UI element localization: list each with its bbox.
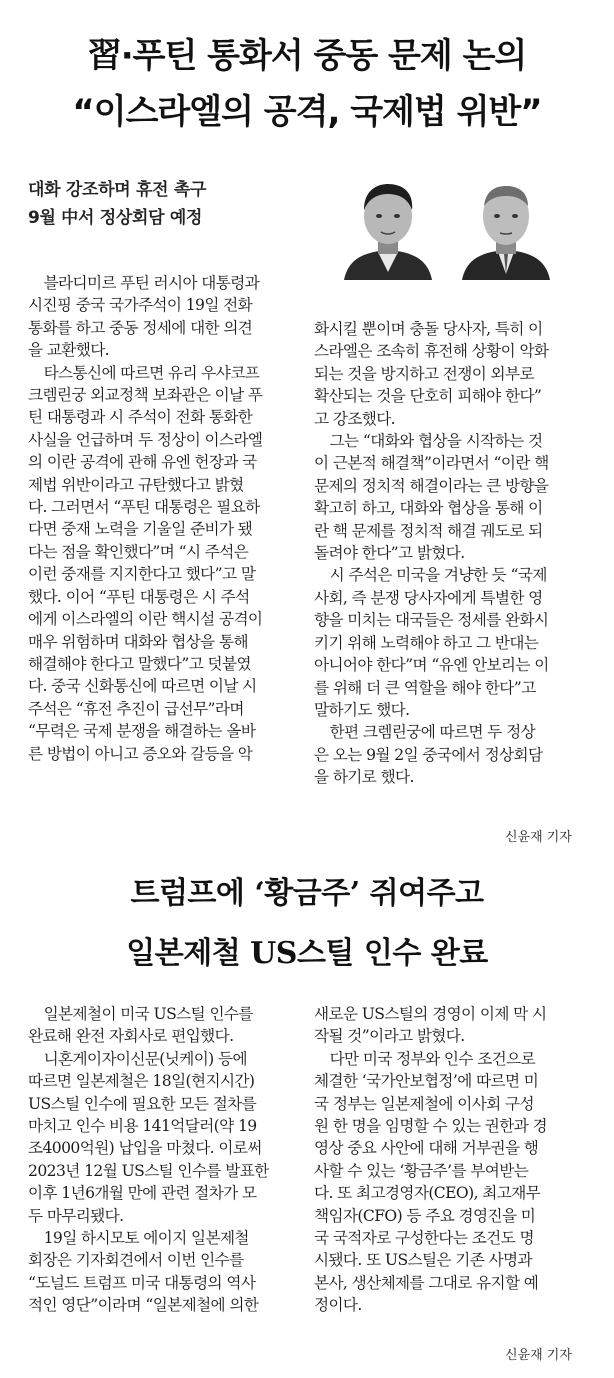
text-line: 했다. 이어 “푸틴 대통령은 시 주석 bbox=[28, 587, 250, 606]
text-line: 2023년 12월 US스틸 인수를 발표한 bbox=[28, 1161, 269, 1180]
article2-body-col2 bbox=[314, 1003, 586, 1317]
article1-headline-line2: “이스라엘의 공격, 국제법 위반” bbox=[72, 92, 542, 132]
xi-jinping-portrait bbox=[340, 176, 436, 280]
text-line: 키기 위해 노력해야 하고 그 반대는 bbox=[314, 633, 539, 652]
text-line: 체결한 ‘국가안보협정’에 따르면 미 bbox=[314, 1072, 539, 1091]
text-line: 사할 수 있는 ‘황금주’를 부여받는 bbox=[314, 1161, 529, 1180]
text-line: 해결해야 한다고 말했다”고 덧붙였 bbox=[28, 654, 251, 673]
text-line: 화시킬 뿐이며 충돌 당사자, 특히 이 bbox=[314, 320, 543, 338]
text-line: 그는 “대화와 협상을 시작하는 것 bbox=[329, 432, 543, 451]
text-line: 국 국적자로 구성한다는 조건도 명 bbox=[314, 1229, 534, 1248]
text-line: 크렘린궁 외교정책 보좌관은 이날 푸 bbox=[28, 386, 263, 405]
text-line: 확고히 하고, 대화와 협상을 통해 이 bbox=[314, 499, 543, 518]
text-line: 다. 중국 신화통신에 따르면 이날 시 bbox=[28, 677, 257, 696]
article2-body-col1 bbox=[28, 1003, 300, 1317]
text-line: 문제의 정치적 해결이라는 큰 방향을 bbox=[314, 476, 549, 495]
article1-subhead-2: 9월 中서 정상회담 예정 bbox=[28, 208, 203, 228]
article2-headline-line2: 일본제철 US스틸 인수 완료 bbox=[126, 936, 488, 971]
text-line: 일본제철이 미국 US스틸 인수를 bbox=[43, 1005, 253, 1023]
text-line: 란 핵 문제를 정치적 해결 궤도로 되 bbox=[314, 521, 543, 540]
text-line: US스틸 인수에 필요한 모든 절차를 bbox=[28, 1094, 257, 1113]
text-line: 이 근본적 해결책”이라면서 “이란 핵 bbox=[314, 454, 549, 473]
text-line: 원 한 명을 임명할 수 있는 권한과 경 bbox=[314, 1117, 547, 1136]
text-line: 스라엘은 조속히 휴전해 상황이 악화 bbox=[314, 342, 549, 361]
article1-byline: 신윤재 기자 bbox=[505, 830, 572, 845]
text-line: 시 주석은 미국을 겨냥한 듯 “국제 bbox=[329, 566, 547, 585]
text-line: 아니어야 한다”며 “유엔 안보리는 이 bbox=[314, 656, 549, 675]
article2-byline: 신윤재 기자 bbox=[505, 1348, 572, 1363]
text-line: 시됐다. 또 US스틸은 기존 사명과 bbox=[314, 1251, 532, 1270]
article1-headline-line1: 習·푸틴 통화서 중동 문제 논의 bbox=[87, 36, 527, 76]
text-line: 고 강조했다. bbox=[314, 409, 396, 428]
text-line: 국 정부는 일본제철에 이사회 구성 bbox=[314, 1094, 534, 1113]
text-line: 을 하기로 했다. bbox=[314, 768, 414, 787]
article1-subheads bbox=[28, 176, 206, 232]
article2-headline-line1: 트럼프에 ‘황금주’ 쥐여주고 bbox=[130, 876, 484, 911]
text-line: 은 오는 9월 2일 중국에서 정상회담 bbox=[314, 745, 543, 764]
text-line: 른 방법이 아니고 증오와 갈등을 악 bbox=[28, 744, 253, 763]
text-line: 사회, 즉 분쟁 당사자에게 특별한 영 bbox=[314, 588, 543, 607]
text-line: 두 마무리됐다. bbox=[28, 1206, 124, 1225]
text-line: 니혼게이자이신문(닛케이) 등에 bbox=[43, 1049, 247, 1068]
text-line: 다. 그러면서 “푸틴 대통령은 필요하 bbox=[28, 498, 260, 517]
text-line: 본사, 생산체제를 그대로 유지할 예 bbox=[314, 1273, 539, 1292]
text-line: 의 이란 공격에 관해 유엔 헌장과 국 bbox=[28, 453, 257, 472]
text-line: 회장은 기자회견에서 이번 인수를 bbox=[28, 1251, 244, 1270]
text-line: 이런 중재를 지지한다고 했다”고 말 bbox=[28, 565, 256, 584]
text-line: 다면 중재 노력을 기울일 준비가 됐 bbox=[28, 520, 253, 539]
text-line: “도널드 트럼프 미국 대통령의 역사 bbox=[28, 1273, 256, 1292]
text-line: 다만 미국 정부와 인수 조건으로 bbox=[329, 1049, 536, 1068]
text-line: 타스통신에 따르면 유리 우샤코프 bbox=[43, 363, 260, 382]
text-line: 따르면 일본제철은 18일(현지시간) bbox=[28, 1072, 255, 1091]
text-line: 새로운 US스틸의 경영이 이제 막 시 bbox=[314, 1005, 547, 1023]
text-line: 제법 위반이라고 규탄했다고 밝혔 bbox=[28, 475, 244, 494]
text-line: 말하기도 했다. bbox=[314, 700, 410, 719]
text-line: 되는 것을 방지하고 전쟁이 외부로 bbox=[314, 364, 534, 383]
article1-subhead-1: 대화 강조하며 휴전 촉구 bbox=[28, 180, 207, 200]
text-line: 를 위해 더 큰 역할을 해야 한다”고 bbox=[314, 678, 536, 697]
text-line: 에게 이스라엘의 이란 핵시설 공격이 bbox=[28, 610, 263, 629]
text-line: 사실을 언급하며 두 정상이 이스라엘 bbox=[28, 430, 263, 449]
article1-body-col2 bbox=[314, 318, 586, 789]
text-line: 한편 크렘린궁에 따르면 두 정상 bbox=[329, 723, 536, 742]
text-line: 완료해 완전 자회사로 편입했다. bbox=[28, 1027, 234, 1046]
text-line: 을 교환했다. bbox=[28, 341, 110, 360]
text-line: 19일 하시모토 에이지 일본제철 bbox=[43, 1229, 249, 1248]
text-line: 돌려야 한다”고 밝혔다. bbox=[314, 544, 465, 563]
text-line: 주석은 “휴전 추진이 급선무”라며 bbox=[28, 699, 244, 718]
text-line: 확산되는 것을 단호히 피해야 한다” bbox=[314, 387, 542, 406]
text-line: “무력은 국제 분쟁을 해결하는 올바 bbox=[28, 722, 256, 741]
text-line: 이후 1년6개월 만에 관련 절차가 모 bbox=[28, 1184, 257, 1203]
text-line: 마치고 인수 비용 141억달러(약 19 bbox=[28, 1117, 257, 1136]
text-line: 틴 대통령과 시 주석이 전화 통화한 bbox=[28, 408, 253, 427]
text-line: 책임자(CFO) 등 주요 경영진을 미 bbox=[314, 1206, 536, 1225]
text-line: 다. 또 최고경영자(CEO), 최고재무 bbox=[314, 1184, 541, 1203]
text-line: 다는 점을 확인했다”며 “시 주석은 bbox=[28, 542, 249, 561]
text-line: 정이다. bbox=[314, 1296, 362, 1315]
putin-portrait bbox=[458, 176, 554, 280]
text-line: 향을 미치는 대국들은 정세를 완화시 bbox=[314, 611, 549, 630]
text-line: 통화를 하고 중동 정세에 대한 의견 bbox=[28, 318, 253, 337]
text-line: 블라디미르 푸틴 러시아 대통령과 bbox=[43, 274, 260, 292]
article1-body-col1 bbox=[28, 272, 300, 765]
text-line: 매우 위험하며 대화와 협상을 통해 bbox=[28, 632, 248, 651]
text-line: 시진핑 중국 국가주석이 19일 전화 bbox=[28, 296, 253, 315]
text-line: 작될 것”이라고 밝혔다. bbox=[314, 1027, 465, 1046]
text-line: 적인 영단”이라며 “일본제철에 의한 bbox=[28, 1296, 259, 1315]
text-line: 영상 중요 사안에 대해 거부권을 행 bbox=[314, 1139, 539, 1158]
article1-photos bbox=[340, 176, 558, 280]
text-line: 조4000억원) 납입을 마쳤다. 이로써 bbox=[28, 1139, 262, 1158]
